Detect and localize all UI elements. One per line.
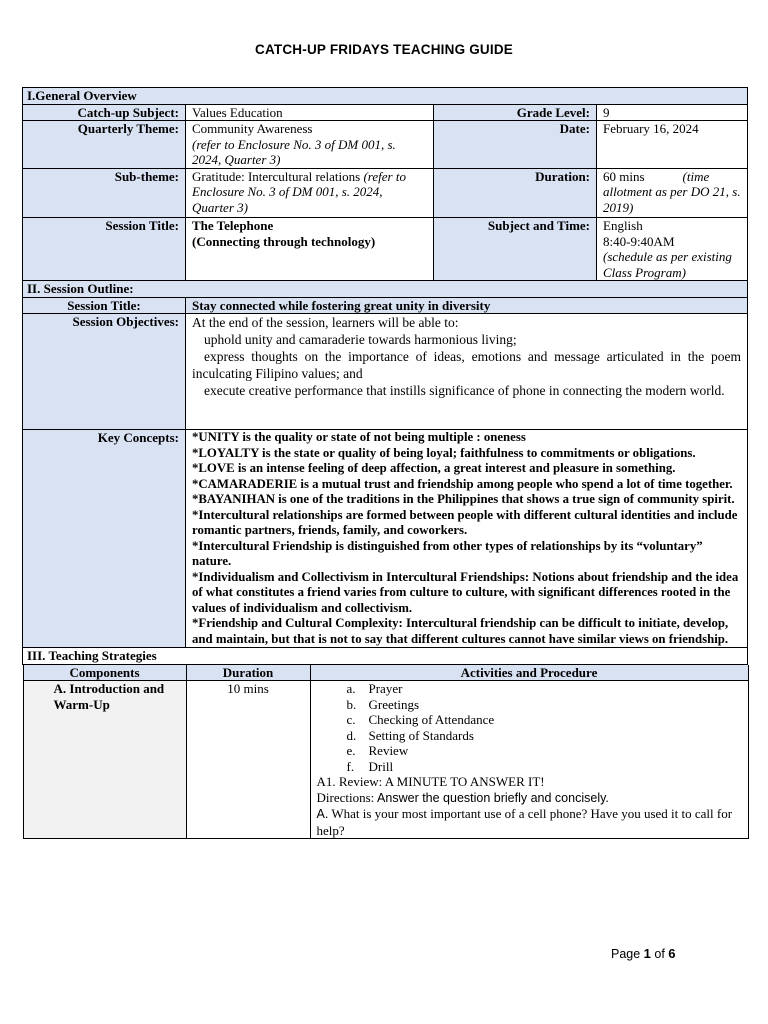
objectives-cell (186, 314, 748, 430)
step-text: Greetings (368, 696, 420, 712)
session-title-row (23, 218, 748, 281)
activities-cell (310, 681, 748, 839)
key-concept-item: *CAMARADERIE is a mutual trust and friendship among people who spend a lot of time together. (192, 476, 733, 491)
date-value: February 16, 2024 (597, 121, 748, 169)
page-total: 6 (668, 946, 676, 961)
session-title-value: The Telephone (192, 218, 274, 233)
subtheme-value: Gratitude: Intercultural relations (192, 168, 364, 184)
key-concept-item: *BAYANIHAN is one of the traditions in the Philippines that shows a true sign of community spirit. (192, 492, 735, 506)
activities-header: Activities and Procedure (310, 665, 748, 681)
theme-label: Quarterly Theme: (23, 121, 186, 169)
theme-reference: (refer to Enclosure No. 3 of DM 001, s. 2024, Quarter 3) (192, 136, 396, 167)
date-label: Date: (434, 121, 597, 169)
step-letter: d. (346, 727, 357, 743)
duration-reference: (time allotment as per DO 21, s. 2019) (603, 168, 741, 215)
step-text: Review (368, 743, 409, 758)
subject-time-time: 8:40-9:40AM (603, 233, 675, 249)
intro-warmup-row (23, 681, 748, 839)
key-concepts-label: Key Concepts: (23, 430, 186, 648)
procedure-list (317, 681, 742, 774)
question-letter: A. (316, 807, 329, 821)
list-item (347, 759, 742, 775)
list-item (347, 681, 742, 697)
subtheme-row (23, 168, 748, 218)
key-concept-item: *LOYALTY is the state or quality of being loyal; faithfulness to commitments or obligations. (192, 445, 696, 460)
step-letter: f. (346, 758, 355, 774)
component-cell: A. Introduction and Warm-Up (23, 681, 186, 839)
question-text: What is your most important use of a cell phone? Have you used it to call for help? (316, 806, 733, 838)
session-title-cell (186, 218, 434, 281)
page-footer (611, 946, 676, 961)
step-text: Setting of Standards (368, 727, 474, 743)
theme-value: Community Awareness (192, 121, 313, 136)
subject-time-cell (597, 218, 748, 281)
section-header: III. Teaching Strategies (23, 648, 748, 665)
subject-time-reference: (schedule as per existing Class Program) (603, 249, 732, 280)
list-item (347, 743, 742, 759)
of-word: of (650, 947, 669, 961)
grade-label: Grade Level: (434, 104, 597, 121)
objective-item: express thoughts on the importance of ideas, emotions and message articulated in the poem inculcating Filipino values; and (192, 349, 741, 381)
outline-title-row (23, 297, 748, 314)
page-word: Page (611, 947, 644, 961)
step-letter: a. (346, 681, 356, 696)
list-item (347, 697, 742, 713)
document-title: CATCH-UP FRIDAYS TEACHING GUIDE (255, 42, 513, 57)
components-header: Components (23, 665, 186, 681)
duration-cell (597, 168, 748, 218)
duration-label: Duration: (434, 168, 597, 218)
step-letter: e. (346, 743, 356, 758)
teaching-guide-table (22, 87, 748, 839)
subject-value: Values Education (186, 104, 434, 121)
step-text: Prayer (368, 681, 403, 696)
objectives-label: Session Objectives: (23, 314, 186, 430)
session-outline-band (23, 281, 748, 298)
review-title: A1. Review: A MINUTE TO ANSWER IT! (316, 774, 545, 789)
section-header: II. Session Outline: (23, 281, 748, 298)
strategies-container (23, 664, 748, 839)
key-concepts-cell (186, 430, 748, 648)
subject-row (23, 104, 748, 121)
duration-header: Duration (186, 665, 310, 681)
key-concepts-row (23, 430, 748, 648)
key-concept-item: *LOVE is an intense feeling of deep affection, a great interest and pleasure in something. (192, 461, 676, 475)
list-item (347, 728, 742, 744)
objective-item: uphold unity and camaraderie towards harmonious living; (204, 332, 517, 347)
objectives-row (23, 314, 748, 430)
key-concept-item: *UNITY is the quality or state of not being multiple : oneness (192, 430, 526, 444)
theme-cell (186, 121, 434, 169)
subject-time-label: Subject and Time: (434, 218, 597, 281)
strategies-container-row (23, 664, 748, 839)
key-concept-item: *Intercultural relationships are formed between people with different cultural identities and include romantic partners, friends, family, and coworkers. (192, 507, 738, 537)
key-concept-item: *Individualism and Collectivism in Intercultural Friendships: Notions about friendship and the idea of what constitutes a friend varies from culture to culture, with significant differences rooted in the values of individualism and collectivism. (192, 569, 739, 615)
step-letter: c. (346, 712, 356, 727)
teaching-strategies-band (23, 648, 748, 665)
subject-label: Catch-up Subject: (23, 104, 186, 121)
strategies-table (23, 665, 749, 840)
key-concept-item: *Friendship and Cultural Complexity: Intercultural friendship can be difficult to initiate, develop, and maintain, but that is not to say that different cultures cannot have similar views on friendship. (192, 616, 729, 646)
objectives-intro: At the end of the session, learners will be able to: (192, 315, 459, 330)
directions-text: Answer the question briefly and concisely. (374, 790, 609, 805)
list-item (347, 712, 742, 728)
directions-line (317, 790, 742, 807)
duration-value: 60 mins (603, 168, 645, 184)
component-duration: 10 mins (186, 681, 310, 839)
step-text: Drill (368, 758, 394, 774)
directions-label: Directions: (316, 789, 375, 805)
step-letter: b. (346, 696, 357, 712)
page-number: 1 (643, 946, 651, 961)
strategies-header-row (23, 665, 748, 681)
general-overview-band (23, 88, 748, 105)
session-subtitle-value: (Connecting through technology) (192, 233, 376, 249)
objective-item: execute creative performance that instills significance of phone in connecting the modern world. (204, 383, 725, 398)
outline-title-label: Session Title: (23, 297, 186, 314)
review-question (317, 806, 742, 838)
theme-row (23, 121, 748, 169)
step-text: Checking of Attendance (368, 712, 495, 727)
subtheme-reference: (refer to Enclosure No. 3 of DM 001, s. 2024, Quarter 3) (192, 168, 406, 215)
subject-time-subject: English (603, 218, 643, 233)
subtheme-label: Sub-theme: (23, 168, 186, 218)
key-concept-item: *Intercultural Friendship is distinguished from other types of relationships by its “voluntary” nature. (192, 538, 703, 568)
outline-title-value: Stay connected while fostering great unity in diversity (186, 297, 748, 314)
section-header: I.General Overview (23, 88, 748, 105)
subtheme-cell (186, 168, 434, 218)
grade-value: 9 (597, 104, 748, 121)
session-title-label: Session Title: (23, 218, 186, 281)
